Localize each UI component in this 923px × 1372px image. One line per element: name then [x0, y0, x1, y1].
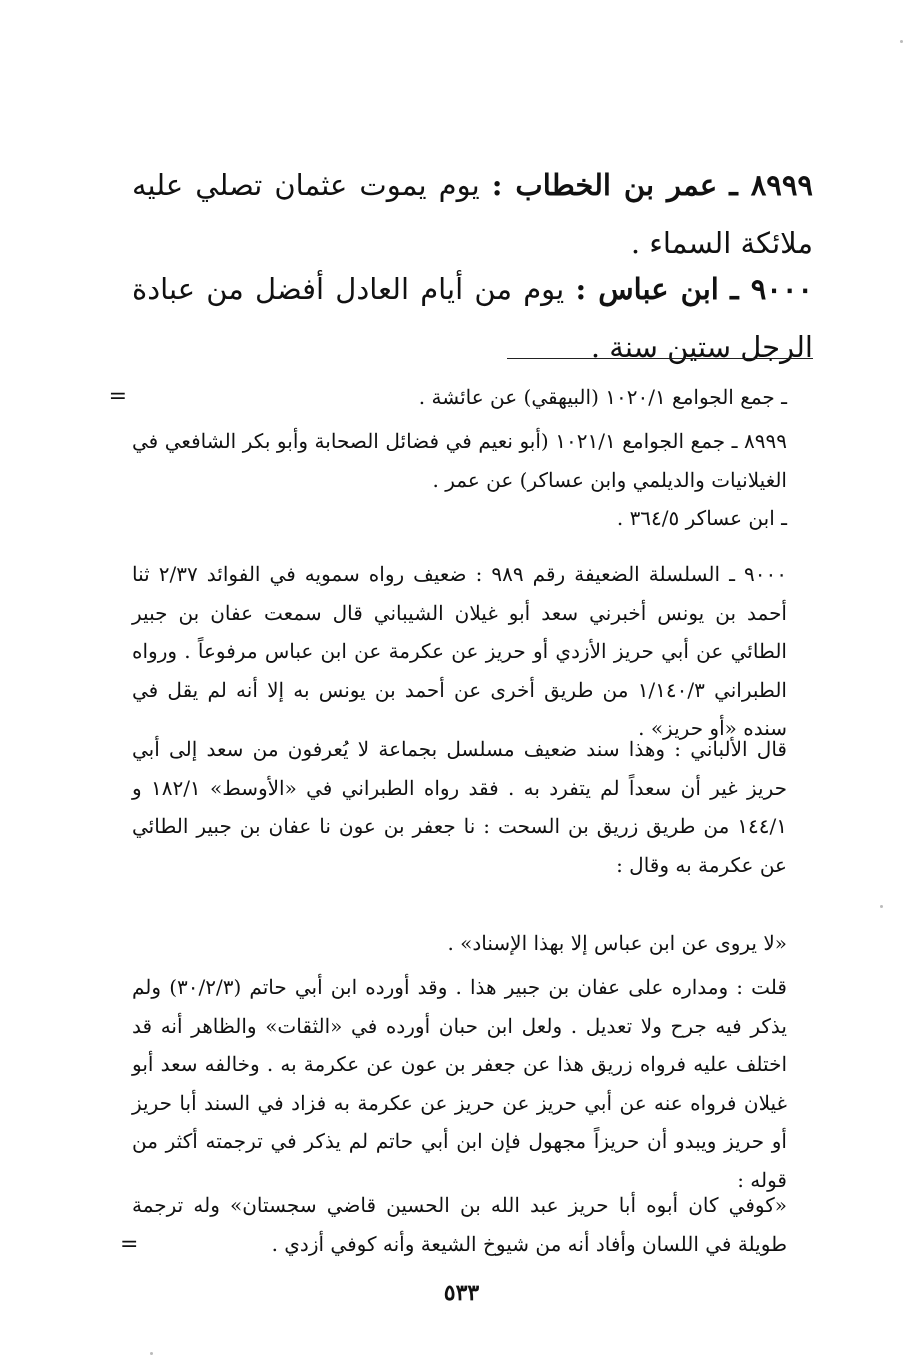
- continuation-mark: =: [108, 384, 127, 409]
- footnote-separator: [507, 358, 813, 359]
- footnote-quote: «لا يروى عن ابن عباس إلا بهذا الإسناد» .: [447, 931, 787, 955]
- footnote-quote-biography: «كوفي كان أبوه أبا حريز عبد الله بن الحسين قاضي سجستان» وله ترجمة طويلة في اللسان وأفاد أنه من شيوخ الشيعة وأنه كوفي أزدي .: [132, 1193, 787, 1256]
- hadith-text: يوم من أيام العادل أفضل من عبادة الرجل ستين سنة .: [132, 272, 813, 364]
- hadith-narrator: عمر بن الخطاب :: [491, 168, 718, 202]
- footnote-text: ٨٩٩٩ ـ جمع الجوامع ١٠٢١/١ (أبو نعيم في فضائل الصحابة وأبو بكر الشافعي في الغيلانيات والديلمي وابن عساكر) عن عمر .: [132, 429, 787, 492]
- page-number: ٥٣٣: [443, 1280, 480, 1306]
- footnote-8999: [132, 422, 813, 538]
- footnote-author-comment: قلت : ومداره على عفان بن جبير هذا . وقد أورده ابن أبي حاتم (٣٠/٢/٣) ولم يذكر فيه جرح ولا تعديل . ولعل ابن حبان أورده في «الثقات» والظاهر أنه قد اختلف عليه فرواه زريق هذا عن جعفر بن عون عن عكرمة به . وخالفه سعد أبو غيلان فرواه عنه عن أبي حريز عن حريز عن عكرمة به فزاد في السند أبا حريز أو حريز ويبدو أن حريزاً مجهول فإن ابن أبي حاتم لم يذكر في ترجمته أكثر من قوله :: [132, 975, 787, 1192]
- hadith-8999: [132, 156, 813, 272]
- scan-speck: [880, 905, 883, 908]
- footnote-albani-comment: قال الألباني : وهذا سند ضعيف مسلسل بجماعة لا يُعرفون من سعد إلى أبي حريز غير أن سعداً لم يتفرد به . فقد رواه الطبراني في «الأوسط» ١٨٢/١ و ١٤٤/١ من طريق زريق بن السحت : نا جعفر بن عون نا عفان بن جبير الطائي عن عكرمة به وقال :: [132, 737, 788, 877]
- scan-speck: [900, 40, 903, 43]
- hadith-text: يوم يموت عثمان تصلي عليه ملائكة السماء .: [132, 168, 813, 260]
- hadith-number: ٩٠٠٠ ـ: [730, 272, 814, 306]
- hadith-narrator: ابن عباس :: [575, 272, 719, 306]
- footnote-text: ـ جمع الجوامع ١٠٢٠/١ (البيهقي) عن عائشة .: [418, 385, 787, 409]
- continuation-mark: =: [120, 1232, 139, 1257]
- scan-speck: [150, 1352, 153, 1355]
- footnote-continued: [108, 378, 813, 417]
- footnote-text-secondary: ـ ابن عساكر ٣٦٤/٥ .: [616, 506, 787, 530]
- hadith-number: ٨٩٩٩ ـ: [729, 168, 813, 202]
- footnote-9000: ٩٠٠٠ ـ السلسلة الضعيفة رقم ٩٨٩ : ضعيف رواه سمويه في الفوائد ٢/٣٧ ثنا أحمد بن يونس أخبرني سعد أبو غيلان الشيباني قال سمعت عفان بن جبير الطائي عن أبي حريز الأزدي أو حريز عن عكرمة عن ابن عباس مرفوعاً . ورواه الطبراني ١/١٤٠/٣ من طريق أخرى عن أحمد بن يونس به إلا أنه لم يقل في سنده «أو حريز» .: [132, 562, 787, 740]
